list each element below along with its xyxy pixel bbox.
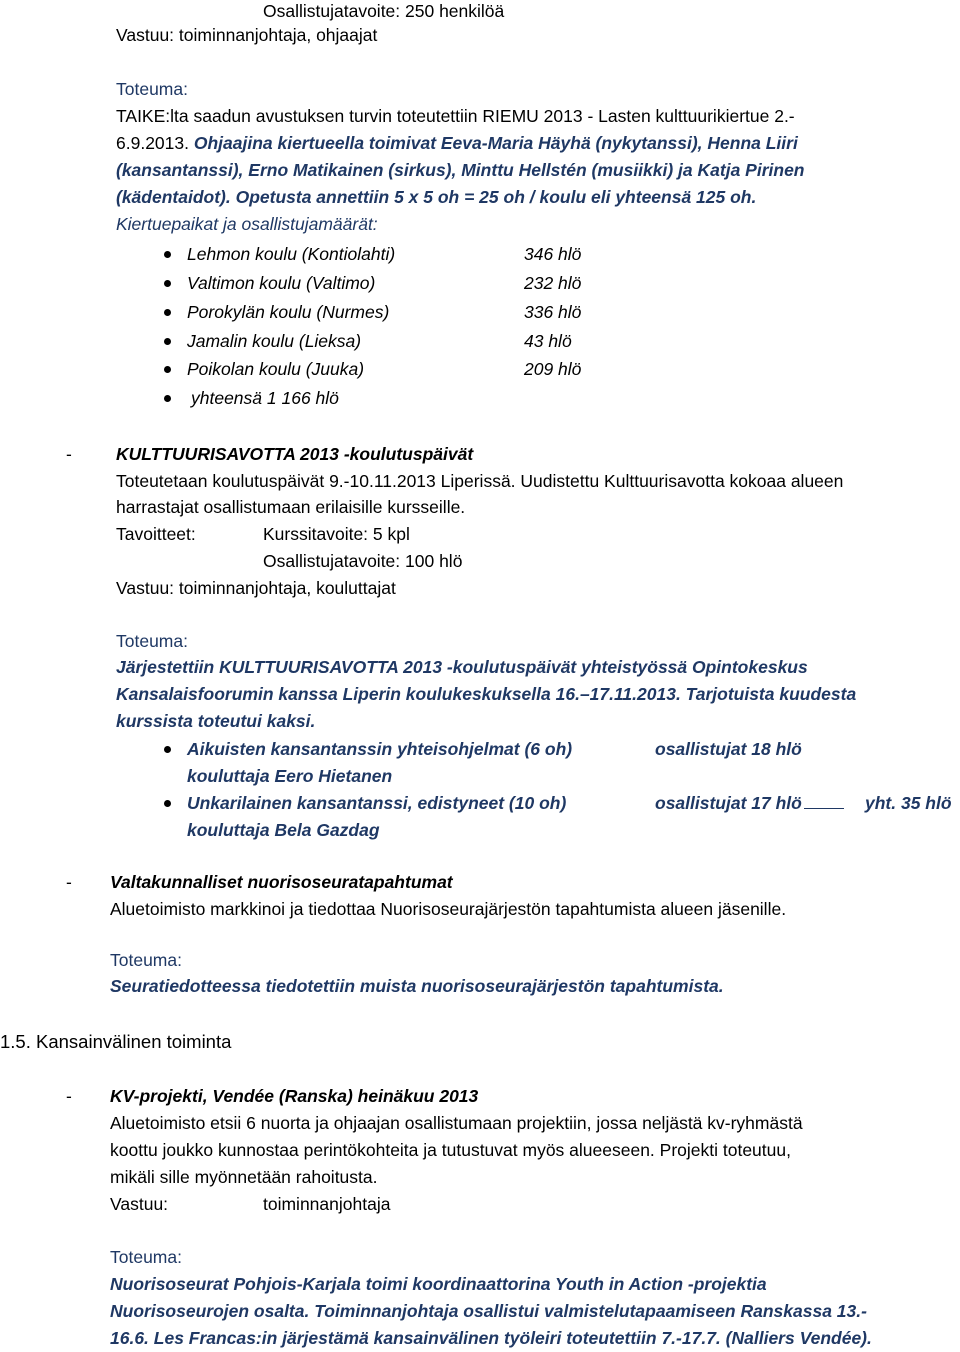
bullet-icon	[164, 746, 171, 753]
venue-name: Jamalin koulu (Lieksa)	[187, 331, 362, 351]
outcome-label: Toteuma:	[110, 1247, 182, 1267]
bullet-icon	[164, 251, 171, 258]
bullet-icon	[164, 338, 171, 345]
bullet-icon	[164, 280, 171, 287]
section-desc-line: mikäli sille myönnetään rahoitusta.	[110, 1167, 378, 1187]
dash-marker: -	[66, 444, 72, 464]
venue-name: Lehmon koulu (Kontiolahti)	[187, 244, 396, 264]
course-trainer: kouluttaja Bela Gazdag	[187, 820, 380, 840]
venue-name: Porokylän koulu (Nurmes)	[187, 302, 390, 322]
venue-count: 346 hlö	[524, 244, 582, 264]
outcome-text-line: Nuorisoseurat Pohjois-Karjala toimi koordinaattorina Youth in Action -projektia	[110, 1274, 767, 1294]
outcome-text-line: (kädentaidot). Opetusta annettiin 5 x 5 oh = 25 oh / koulu eli yhteensä 125 oh.	[116, 187, 757, 207]
bullet-icon	[164, 366, 171, 373]
goal-courses: Kurssitavoite: 5 kpl	[263, 524, 410, 544]
section-desc-line: koottu joukko kunnostaa perintökohteita ja tutustuvat myös alueeseen. Projekti toteutuu,	[110, 1140, 791, 1160]
goals-label: Tavoitteet:	[116, 524, 196, 544]
course-name: Unkarilainen kansantanssi, edistyneet (10 oh)	[187, 793, 567, 813]
section-desc-line: Aluetoimisto markkinoi ja tiedottaa Nuorisoseurajärjestön tapahtumista alueen jäsenille.	[110, 899, 787, 919]
venue-count: 336 hlö	[524, 302, 582, 322]
section-heading: 1.5. Kansainvälinen toiminta	[0, 1031, 232, 1052]
outcome-text-line: 6.9.2013. Ohjaajina kiertueella toimivat Eeva-Maria Häyhä (nykytanssi), Henna Liiri	[116, 133, 798, 153]
outcome-text-line: TAIKE:lta saadun avustuksen turvin toteutettiin RIEMU 2013 - Lasten kulttuurikiertue 2.-	[116, 106, 795, 126]
bullet-icon	[164, 395, 171, 402]
venues-total: yhteensä 1 166 hlö	[191, 388, 339, 408]
goal-participants: Osallistujatavoite: 100 hlö	[263, 551, 463, 571]
section-desc-line: harrastajat osallistumaan erilaisille kursseille.	[116, 497, 466, 517]
dash-marker: -	[66, 1086, 72, 1106]
venue-name: Poikolan koulu (Juuka)	[187, 359, 365, 379]
outcome-label: Toteuma:	[116, 631, 188, 651]
venue-count: 232 hlö	[524, 273, 582, 293]
outcome-text-line: 16.6. Les Francas:in järjestämä kansainvälinen työleiri toteutettiin 7.-17.7. (Nalliers Vendée).	[110, 1328, 872, 1348]
section-title: KV-projekti, Vendée (Ranska) heinäkuu 2013	[110, 1086, 479, 1106]
underline-blank	[804, 808, 844, 809]
responsible-label: Vastuu:	[110, 1194, 169, 1214]
outcome-label: Toteuma:	[110, 950, 182, 970]
course-name: Aikuisten kansantanssin yhteisohjelmat (6 oh)	[187, 739, 573, 759]
outcome-text-line: (kansantanssi), Erno Matikainen (sirkus), Minttu Hellstén (musiikki) ja Katja Pirinen	[116, 160, 805, 180]
course-participants: osallistujat 17 hlö	[655, 790, 844, 816]
section-title: Valtakunnalliset nuorisoseuratapahtumat	[110, 872, 453, 892]
venue-count: 209 hlö	[524, 359, 582, 379]
participants-target: Osallistujatavoite: 250 henkilöä	[263, 1, 505, 21]
outcome-text-line: Seuratiedotteessa tiedotettiin muista nuorisoseurajärjestön tapahtumista.	[110, 976, 724, 996]
venues-label: Kiertuepaikat ja osallistujamäärät:	[116, 214, 378, 234]
responsible-line: Vastuu: toiminnanjohtaja, ohjaajat	[116, 25, 378, 45]
courses-total: yht. 35 hlö	[865, 793, 952, 813]
venue-count: 43 hlö	[524, 331, 572, 351]
venue-name: Valtimon koulu (Valtimo)	[187, 273, 376, 293]
outcome-text-line: kurssista toteutui kaksi.	[116, 711, 316, 731]
bullet-icon	[164, 309, 171, 316]
bullet-icon	[164, 800, 171, 807]
responsible-line: Vastuu: toiminnanjohtaja, kouluttajat	[116, 578, 396, 598]
outcome-text-line: Kansalaisfoorumin kanssa Liperin koulukeskuksella 16.–17.11.2013. Tarjotuista kuudesta	[116, 684, 857, 704]
outcome-text-line: Järjestettiin KULTTUURISAVOTTA 2013 -koulutuspäivät yhteistyössä Opintokeskus	[116, 657, 808, 677]
section-desc-line: Aluetoimisto etsii 6 nuorta ja ohjaajan osallistumaan projektiin, jossa neljästä kv-ryhmästä	[110, 1113, 803, 1133]
section-desc-line: Toteutetaan koulutuspäivät 9.-10.11.2013 Liperissä. Uudistettu Kulttuurisavotta kokoaa alueen	[116, 471, 844, 491]
section-title: KULTTUURISAVOTTA 2013 -koulutuspäivät	[116, 444, 474, 464]
course-trainer: kouluttaja Eero Hietanen	[187, 766, 393, 786]
course-participants: osallistujat 18 hlö	[655, 739, 802, 759]
dash-marker: -	[66, 872, 72, 892]
responsible-value: toiminnanjohtaja	[263, 1194, 391, 1214]
outcome-text-line: Nuorisoseurojen osalta. Toiminnanjohtaja osallistui valmistelutapaamiseen Ranskassa 13.-	[110, 1301, 867, 1321]
outcome-label: Toteuma:	[116, 79, 188, 99]
